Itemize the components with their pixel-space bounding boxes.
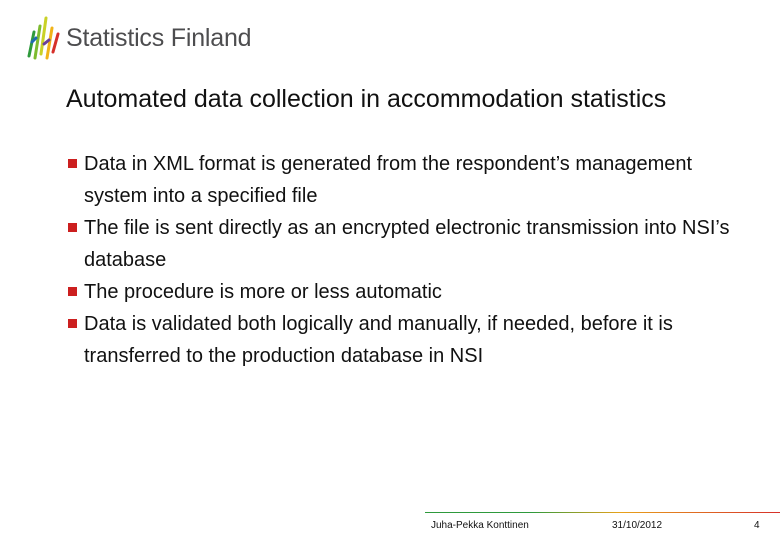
bullet-text: The procedure is more or less automatic: [84, 281, 442, 303]
bullet-list: [66, 148, 756, 372]
bullet-text: Data is validated both logically and manually, if needed, before it is transferred to the production database in NSI: [84, 313, 673, 367]
bullet-item: [66, 276, 756, 308]
square-bullet-icon: [68, 319, 77, 328]
page-number: 4: [754, 520, 760, 531]
footer-divider: [425, 512, 780, 513]
bullet-item: [66, 308, 756, 372]
square-bullet-icon: [68, 287, 77, 296]
square-bullet-icon: [68, 159, 77, 168]
logo-text: Statistics Finland: [66, 24, 252, 52]
bullet-item: [66, 212, 756, 276]
statistics-finland-bar-logo-icon: [24, 14, 64, 64]
square-bullet-icon: [68, 223, 77, 232]
slide-title: Automated data collection in accommodation statistics: [66, 85, 667, 113]
footer-date: 31/10/2012: [612, 520, 663, 531]
bullet-text: Data in XML format is generated from the respondent’s management system into a specified file: [84, 153, 693, 207]
bullet-text: The file is sent directly as an encrypted electronic transmission into NSI’s database: [84, 217, 730, 271]
footer-author: Juha-Pekka Konttinen: [431, 520, 529, 531]
bullet-item: [66, 148, 756, 212]
